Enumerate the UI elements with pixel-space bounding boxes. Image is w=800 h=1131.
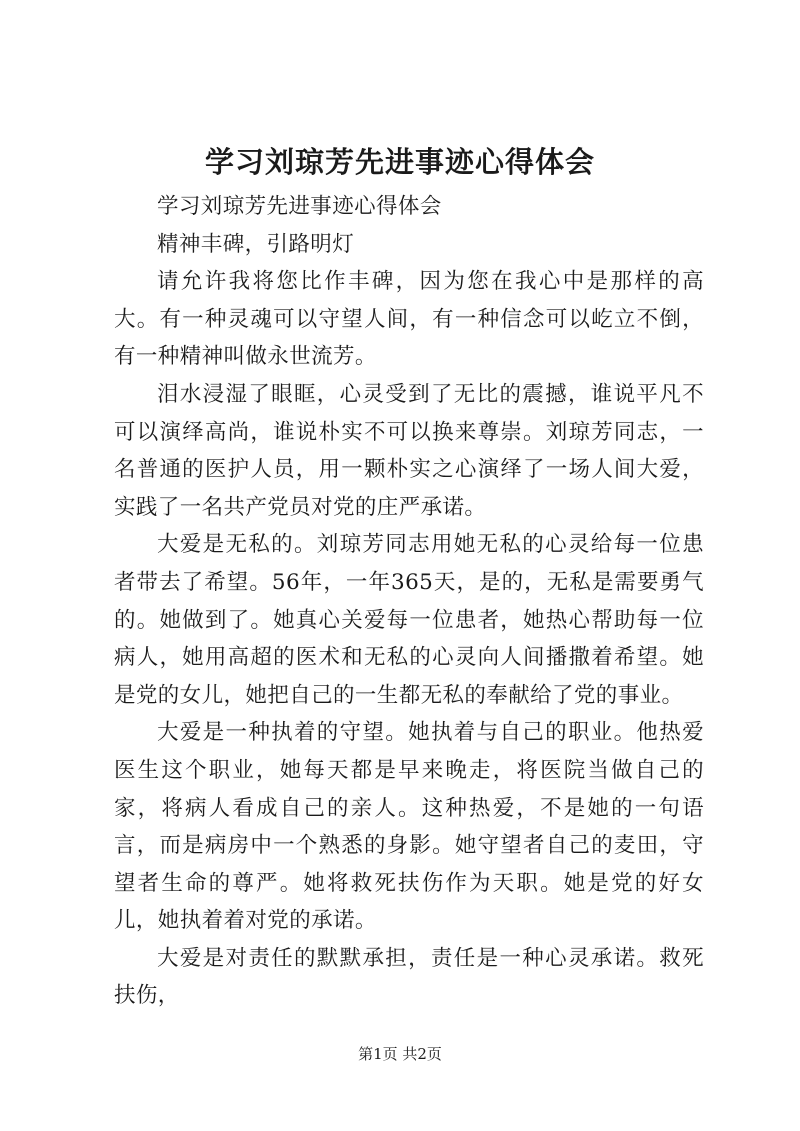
paragraph: 泪水浸湿了眼眶，心灵受到了无比的震撼，谁说平凡不可以演绎高尚，谁说朴实不可以换来尊崇。刘琼芳同志，一名普通的医护人员，用一颗朴实之心演绎了一场人间大爱，实践了一名共产党员对党的庄严承诺。 xyxy=(114,381,704,520)
paragraph: 大爱是一种执着的守望。她执着与自己的职业。他热爱医生这个职业，她每天都是早来晚走，将医院当做自己的家，将病人看成自己的亲人。这种热爱，不是她的一句语言，而是病房中一个熟悉的身影。她守望者自己的麦田，守望者生命的尊严。她将救死扶伤作为天职。她是党的好女儿，她执着着对党的承诺。 xyxy=(114,720,704,934)
paragraph-subtitle: 学习刘琼芳先进事迹心得体会 xyxy=(157,194,442,219)
document-body xyxy=(114,188,704,1015)
document-title: 学习刘琼芳先进事迹心得体会 xyxy=(204,145,595,179)
page-footer: 第1页 共2页 xyxy=(358,1045,442,1063)
paragraph: 请允许我将您比作丰碑，因为您在我心中是那样的高大。有一种灵魂可以守望人间，有一种信念可以屹立不倒，有一种精神叫做永世流芳。 xyxy=(114,269,704,370)
paragraph: 大爱是对责任的默默承担，责任是一种心灵承诺。救死扶伤， xyxy=(114,945,704,1009)
paragraph-heading: 精神丰碑，引路明灯 xyxy=(157,231,355,257)
paragraph: 大爱是无私的。刘琼芳同志用她无私的心灵给每一位患者带去了希望。56年，一年365天，是的，无私是需要勇气的。她做到了。她真心关爱每一位患者，她热心帮助每一位病人，她用高超的医术和无私的心灵向人间播撒着希望。她是党的女儿，她把自己的一生都无私的奉献给了党的事业。 xyxy=(114,532,704,708)
